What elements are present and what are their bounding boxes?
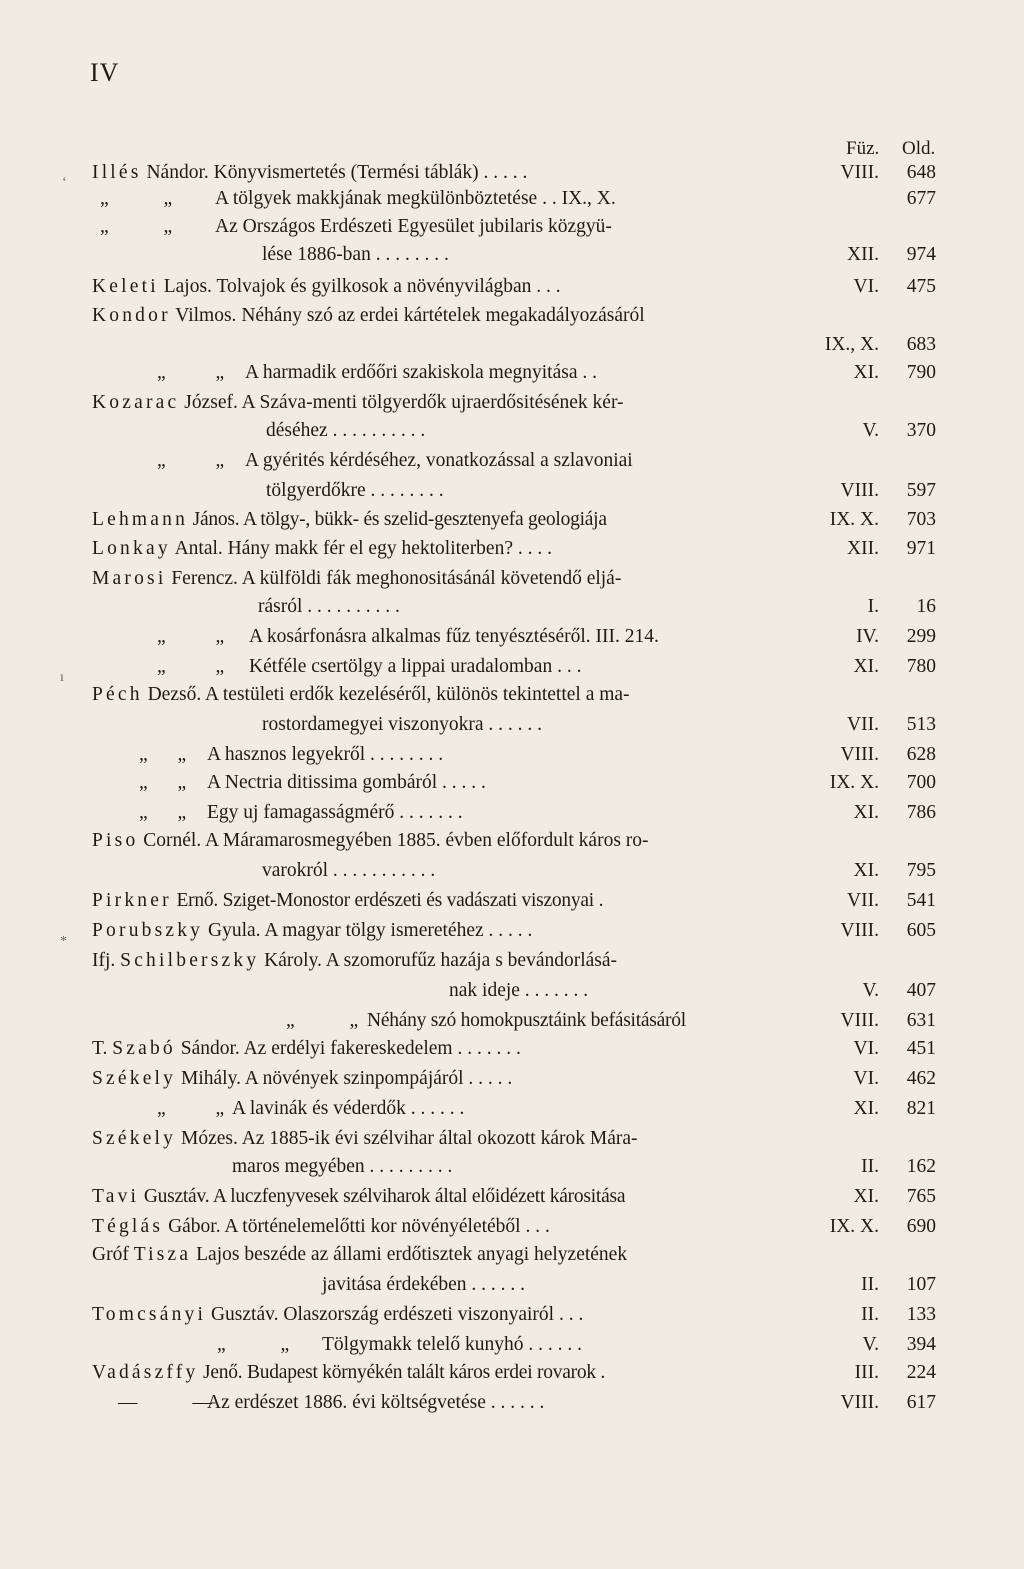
entry-text	[92, 886, 603, 916]
entry-text	[92, 388, 624, 418]
author-given-name: József.	[179, 392, 238, 413]
author-surname: Vadászffy	[92, 1362, 199, 1383]
ditto-marks: „ „	[139, 744, 187, 765]
article-title: Hány makk fér el egy hektoliterben? . . . .	[222, 538, 552, 559]
page-reference: 690	[906, 1216, 936, 1237]
article-title: A gyérités kérdéséhez, vonatkozással a szlavoniai	[245, 450, 633, 471]
ditto-marks: „ „	[139, 772, 187, 793]
index-entry	[0, 1330, 1024, 1360]
author-surname: Lehmann	[92, 509, 189, 530]
page-reference: 462	[906, 1068, 936, 1089]
index-entry	[0, 1034, 1024, 1064]
entry-text	[92, 826, 649, 856]
column-header-issue: Füz.	[846, 138, 880, 159]
index-entry	[0, 768, 1024, 798]
author-surname: Pirkner	[92, 890, 172, 911]
issue-number: V.	[862, 420, 879, 441]
article-title: Sziget-Monostor erdészeti és vadászati viszonyai .	[217, 890, 604, 911]
page-reference: 765	[906, 1186, 936, 1207]
issue-number: II.	[861, 1274, 879, 1295]
article-title: Budapest környékén talált káros erdei rovarok .	[242, 1362, 606, 1383]
author-surname: Porubszky	[92, 920, 204, 941]
index-entry	[0, 416, 1024, 446]
index-entry	[0, 976, 1024, 1006]
article-title: A tölgyek makkjának megkülönböztetése . . IX., X.	[215, 188, 616, 209]
page-reference: 299	[906, 626, 936, 647]
index-entry	[0, 652, 1024, 682]
article-title: A szomorufűz hazája s bevándorlásá-	[321, 950, 618, 971]
page-reference: 370	[906, 420, 936, 441]
page-reference: 790	[906, 362, 936, 383]
article-title: Kétféle csertölgy a lippai uradalomban . . .	[249, 656, 582, 677]
page-reference: 780	[906, 656, 936, 677]
page-reference: 974	[906, 244, 936, 265]
page-reference: 617	[906, 1392, 936, 1413]
author-surname: Piso	[92, 830, 139, 851]
author-surname: Szabó	[112, 1038, 176, 1059]
page-reference: 16	[916, 596, 936, 617]
index-entry	[0, 622, 1024, 652]
index-entry	[0, 798, 1024, 828]
page-reference: 821	[906, 1098, 936, 1119]
author-given-name: Gusztáv.	[139, 1186, 210, 1207]
issue-number: IX. X.	[829, 509, 879, 530]
page-reference: 631	[906, 1010, 936, 1031]
entry-text	[266, 416, 425, 446]
index-entry	[0, 388, 1024, 418]
page-reference: 224	[906, 1362, 936, 1383]
article-title: javitása érdekében . . . . . .	[322, 1274, 526, 1295]
index-entry	[0, 1152, 1024, 1182]
page-number: IV	[90, 58, 120, 87]
index-entry	[0, 680, 1024, 710]
issue-number: V.	[862, 1334, 879, 1355]
issue-number: XII.	[847, 244, 879, 265]
entry-text	[92, 505, 607, 535]
page-reference: 971	[906, 538, 936, 559]
index-entry	[0, 886, 1024, 916]
entry-text	[245, 446, 633, 476]
index-entry	[0, 592, 1024, 622]
author-surname: Schilberszky	[120, 950, 260, 971]
issue-number: VIII.	[840, 1392, 879, 1413]
ditto-marks: „ „	[100, 188, 173, 209]
page-reference: 795	[906, 860, 936, 881]
page-reference: 703	[906, 509, 936, 530]
index-entry	[0, 710, 1024, 740]
index-entry	[0, 740, 1024, 770]
index-entry	[0, 1006, 1024, 1036]
article-title: maros megyében . . . . . . . . .	[232, 1156, 453, 1177]
ditto-marks: „ „	[217, 1334, 290, 1355]
article-title: Az erdélyi fakereskedelem . . . . . . .	[239, 1038, 521, 1059]
index-entry	[0, 1124, 1024, 1154]
author-surname: Kozarac	[92, 392, 180, 413]
index-entry	[0, 240, 1024, 270]
article-title: varokról . . . . . . . . . . .	[262, 860, 436, 881]
entry-text	[207, 798, 463, 828]
page-reference: 597	[906, 480, 936, 501]
margin-mark: ı	[60, 670, 64, 685]
article-title: A Száva-menti tölgyerdők ujraerdősitésének kér-	[237, 392, 624, 413]
entry-text	[262, 240, 449, 270]
ditto-marks: „ „	[157, 656, 225, 677]
author-surname: Lonkay	[92, 538, 171, 559]
article-title: rásról . . . . . . . . . .	[258, 596, 400, 617]
entry-text	[232, 1152, 452, 1182]
entry-text	[207, 1388, 544, 1418]
article-title: A tölgy-, bükk- és szelid-gesztenyefa geologiája	[239, 509, 607, 530]
index-entry	[0, 826, 1024, 856]
ditto-marks: „ „	[100, 216, 173, 237]
issue-number: VIII.	[840, 1010, 879, 1031]
page-reference: 451	[906, 1038, 936, 1059]
index-entry	[0, 1094, 1024, 1124]
index-entry	[0, 1270, 1024, 1300]
entry-text	[245, 358, 597, 388]
author-surname: Tomcsányi	[92, 1304, 207, 1325]
author-given-name: Antal.	[170, 538, 223, 559]
entry-text	[92, 1212, 550, 1242]
index-entry	[0, 358, 1024, 388]
author-surname: Marosi	[92, 568, 167, 589]
index-entry	[0, 1182, 1024, 1212]
entry-text	[258, 592, 400, 622]
article-title: Az erdészet 1886. évi költségvetése . . . . . .	[207, 1392, 545, 1413]
issue-number: VIII.	[840, 920, 879, 941]
entry-text	[232, 1094, 464, 1124]
column-header-page: Old.	[902, 138, 936, 159]
article-title: A luczfenyvesek szélviharok által előidézett kárositása	[209, 1186, 626, 1207]
article-title: lése 1886-ban . . . . . . . .	[262, 244, 449, 265]
index-entry	[0, 1064, 1024, 1094]
page-reference: 700	[906, 772, 936, 793]
article-title: A harmadik erdőőri szakiskola megnyitása . .	[245, 362, 597, 383]
issue-number: XI.	[853, 656, 879, 677]
issue-number: VI.	[853, 1068, 879, 1089]
page-reference: 133	[906, 1304, 936, 1325]
entry-text	[207, 768, 486, 798]
author-surname: Székely	[92, 1068, 177, 1089]
index-entry	[0, 1212, 1024, 1242]
entry-text	[92, 946, 617, 976]
issue-number: XI.	[853, 362, 879, 383]
entry-text	[249, 652, 581, 682]
author-given-name: Károly.	[259, 950, 322, 971]
article-title: A hasznos legyekről . . . . . . . .	[207, 744, 444, 765]
article-title: Tölgymakk telelő kunyhó . . . . . .	[322, 1334, 582, 1355]
author-given-name: Ferencz.	[166, 568, 238, 589]
author-prefix: Ifj.	[92, 950, 121, 971]
entry-text	[92, 916, 532, 946]
author-given-name: Gusztáv.	[206, 1304, 279, 1325]
index-entry	[0, 330, 1024, 360]
entry-text	[322, 1330, 582, 1360]
index-entry	[0, 505, 1024, 535]
author-surname: Péch	[92, 684, 143, 705]
article-title: A Nectria ditissima gombáról . . . . .	[207, 772, 486, 793]
entry-text	[92, 1300, 583, 1330]
index-entry	[0, 534, 1024, 564]
issue-number: II.	[861, 1304, 879, 1325]
entry-text	[262, 856, 435, 886]
article-title: Tolvajok és gyilkosok a növényvilágban . . .	[211, 276, 561, 297]
article-title: A növények szinpompájáról . . . . .	[240, 1068, 513, 1089]
article-title: A külföldi fák meghonositásánál követendő eljá-	[237, 568, 622, 589]
article-title: rostordamegyei viszonyokra . . . . . .	[262, 714, 542, 735]
entry-text	[207, 740, 443, 770]
index-entry	[0, 946, 1024, 976]
author-prefix: Gróf	[92, 1244, 134, 1265]
entry-text	[92, 680, 630, 710]
ditto-marks: „ „	[157, 1098, 225, 1119]
article-title: A magyar tölgy ismeretéhez . . . . .	[260, 920, 533, 941]
issue-number: XI.	[853, 1098, 879, 1119]
author-surname: Tavi	[92, 1186, 140, 1207]
issue-number: VII.	[847, 890, 879, 911]
entry-text	[92, 1124, 638, 1154]
article-title: Egy uj famagasságmérő . . . . . . .	[207, 802, 463, 823]
author-given-name: Lajos	[191, 1244, 240, 1265]
article-title: A kosárfonásra alkalmas fűz tenyésztéséről. III. 214.	[249, 626, 659, 647]
author-surname: Kondor	[92, 305, 171, 326]
entry-text	[449, 976, 588, 1006]
page-reference: 648	[906, 162, 936, 183]
page-reference: 394	[906, 1334, 936, 1355]
author-given-name: Gábor.	[163, 1216, 221, 1237]
author-given-name: Sándor.	[175, 1038, 240, 1059]
page-reference: 786	[906, 802, 936, 823]
issue-number: XII.	[847, 538, 879, 559]
entry-text	[367, 1006, 686, 1036]
entry-text	[215, 184, 616, 214]
index-entry	[0, 1388, 1024, 1418]
index-entry	[0, 272, 1024, 302]
article-title: déséhez . . . . . . . . . .	[266, 420, 426, 441]
index-entry	[0, 856, 1024, 886]
article-title: beszéde az állami erdőtisztek anyagi helyzetének	[239, 1244, 628, 1265]
author-surname: Tisza	[133, 1244, 192, 1265]
entry-text	[92, 1358, 605, 1388]
entry-text	[266, 476, 444, 506]
page-reference: 628	[906, 744, 936, 765]
author-surname: Székely	[92, 1128, 177, 1149]
page-reference: 605	[906, 920, 936, 941]
author-given-name: Mihály.	[176, 1068, 241, 1089]
ditto-marks: „ „	[157, 626, 225, 647]
issue-number: VIII.	[840, 744, 879, 765]
entry-text	[92, 1240, 627, 1270]
issue-number: IX. X.	[829, 1216, 879, 1237]
issue-number: IX., X.	[824, 334, 879, 355]
article-title: A Máramarosmegyében 1885. évben előfordult káros ro-	[201, 830, 649, 851]
issue-number: XI.	[853, 1186, 879, 1207]
issue-number: XI.	[853, 860, 879, 881]
article-title: Az Országos Erdészeti Egyesület jubilaris közgyü-	[215, 216, 612, 237]
article-title: nak ideje . . . . . . .	[449, 980, 589, 1001]
author-given-name: Gyula.	[203, 920, 261, 941]
author-surname: Illés	[92, 162, 142, 183]
entry-text	[92, 1182, 625, 1212]
article-title: Könyvismertetés (Termési táblák) . . . . .	[208, 162, 528, 183]
index-entry	[0, 1240, 1024, 1270]
entry-text	[92, 564, 621, 594]
article-title: A testületi erdők kezeléséről, különös tekintettel a ma-	[201, 684, 630, 705]
index-entry	[0, 212, 1024, 242]
article-title: tölgyerdőkre . . . . . . . .	[266, 480, 444, 501]
author-given-name: János.	[188, 509, 240, 530]
index-entry	[0, 916, 1024, 946]
issue-number: IV.	[856, 626, 879, 647]
author-given-name: Ernő.	[171, 890, 218, 911]
page-reference: 683	[906, 334, 936, 355]
index-entry	[0, 1358, 1024, 1388]
article-title: Néhány szó homokpusztáink befásitásáról	[367, 1010, 686, 1031]
issue-number: VIII.	[840, 162, 879, 183]
author-surname: Téglás	[92, 1216, 164, 1237]
index-entry	[0, 1300, 1024, 1330]
index-entry	[0, 564, 1024, 594]
issue-number: VIII.	[840, 480, 879, 501]
author-prefix: T.	[92, 1038, 113, 1059]
ditto-marks: — —	[118, 1392, 212, 1413]
page-reference: 541	[906, 890, 936, 911]
index-entry	[0, 184, 1024, 214]
page-reference: 677	[906, 188, 936, 209]
index-entry	[0, 446, 1024, 476]
entry-text	[92, 301, 645, 331]
author-surname: Keleti	[92, 276, 159, 297]
entry-text	[92, 272, 561, 302]
entry-text	[262, 710, 542, 740]
index-entry	[0, 301, 1024, 331]
author-given-name: Vilmos.	[170, 305, 237, 326]
page-reference: 513	[906, 714, 936, 735]
page-reference: 475	[906, 276, 936, 297]
issue-number: VI.	[853, 276, 879, 297]
author-given-name: Cornél.	[138, 830, 202, 851]
article-title: Az 1885-ik évi szélvihar által okozott károk Mára-	[237, 1128, 638, 1149]
ditto-marks: „ „	[139, 802, 187, 823]
author-given-name: Mózes.	[176, 1128, 238, 1149]
entry-text	[215, 212, 612, 242]
entry-text	[249, 622, 659, 652]
margin-mark: ʻ	[62, 175, 67, 190]
ditto-marks: „ „	[157, 450, 225, 471]
author-given-name: Lajos.	[158, 276, 212, 297]
issue-number: VII.	[847, 714, 879, 735]
entry-text	[322, 1270, 525, 1300]
issue-number: III.	[854, 1362, 879, 1383]
ditto-marks: „ „	[157, 362, 225, 383]
page-reference: 107	[906, 1274, 936, 1295]
margin-mark: *	[60, 934, 67, 949]
page-reference: 162	[906, 1156, 936, 1177]
author-given-name: Jenő.	[198, 1362, 243, 1383]
issue-number: V.	[862, 980, 879, 1001]
article-title: A lavinák és véderdők . . . . . .	[232, 1098, 465, 1119]
article-title: Néhány szó az erdei kártételek megakadályozásáról	[236, 305, 645, 326]
index-entry	[0, 476, 1024, 506]
issue-number: I.	[867, 596, 879, 617]
issue-number: XI.	[853, 802, 879, 823]
issue-number: VI.	[853, 1038, 879, 1059]
entry-text	[92, 534, 552, 564]
issue-number: IX. X.	[829, 772, 879, 793]
author-given-name: Nándor.	[141, 162, 209, 183]
article-title: A történelemelőtti kor növényéletéből . . .	[220, 1216, 550, 1237]
article-title: Olaszország erdészeti viszonyairól . . .	[278, 1304, 584, 1325]
author-given-name: Dezső.	[142, 684, 202, 705]
entry-text	[92, 1064, 512, 1094]
page-reference: 407	[906, 980, 936, 1001]
entry-text	[92, 1034, 521, 1064]
ditto-marks: „ „	[286, 1010, 359, 1031]
issue-number: II.	[861, 1156, 879, 1177]
